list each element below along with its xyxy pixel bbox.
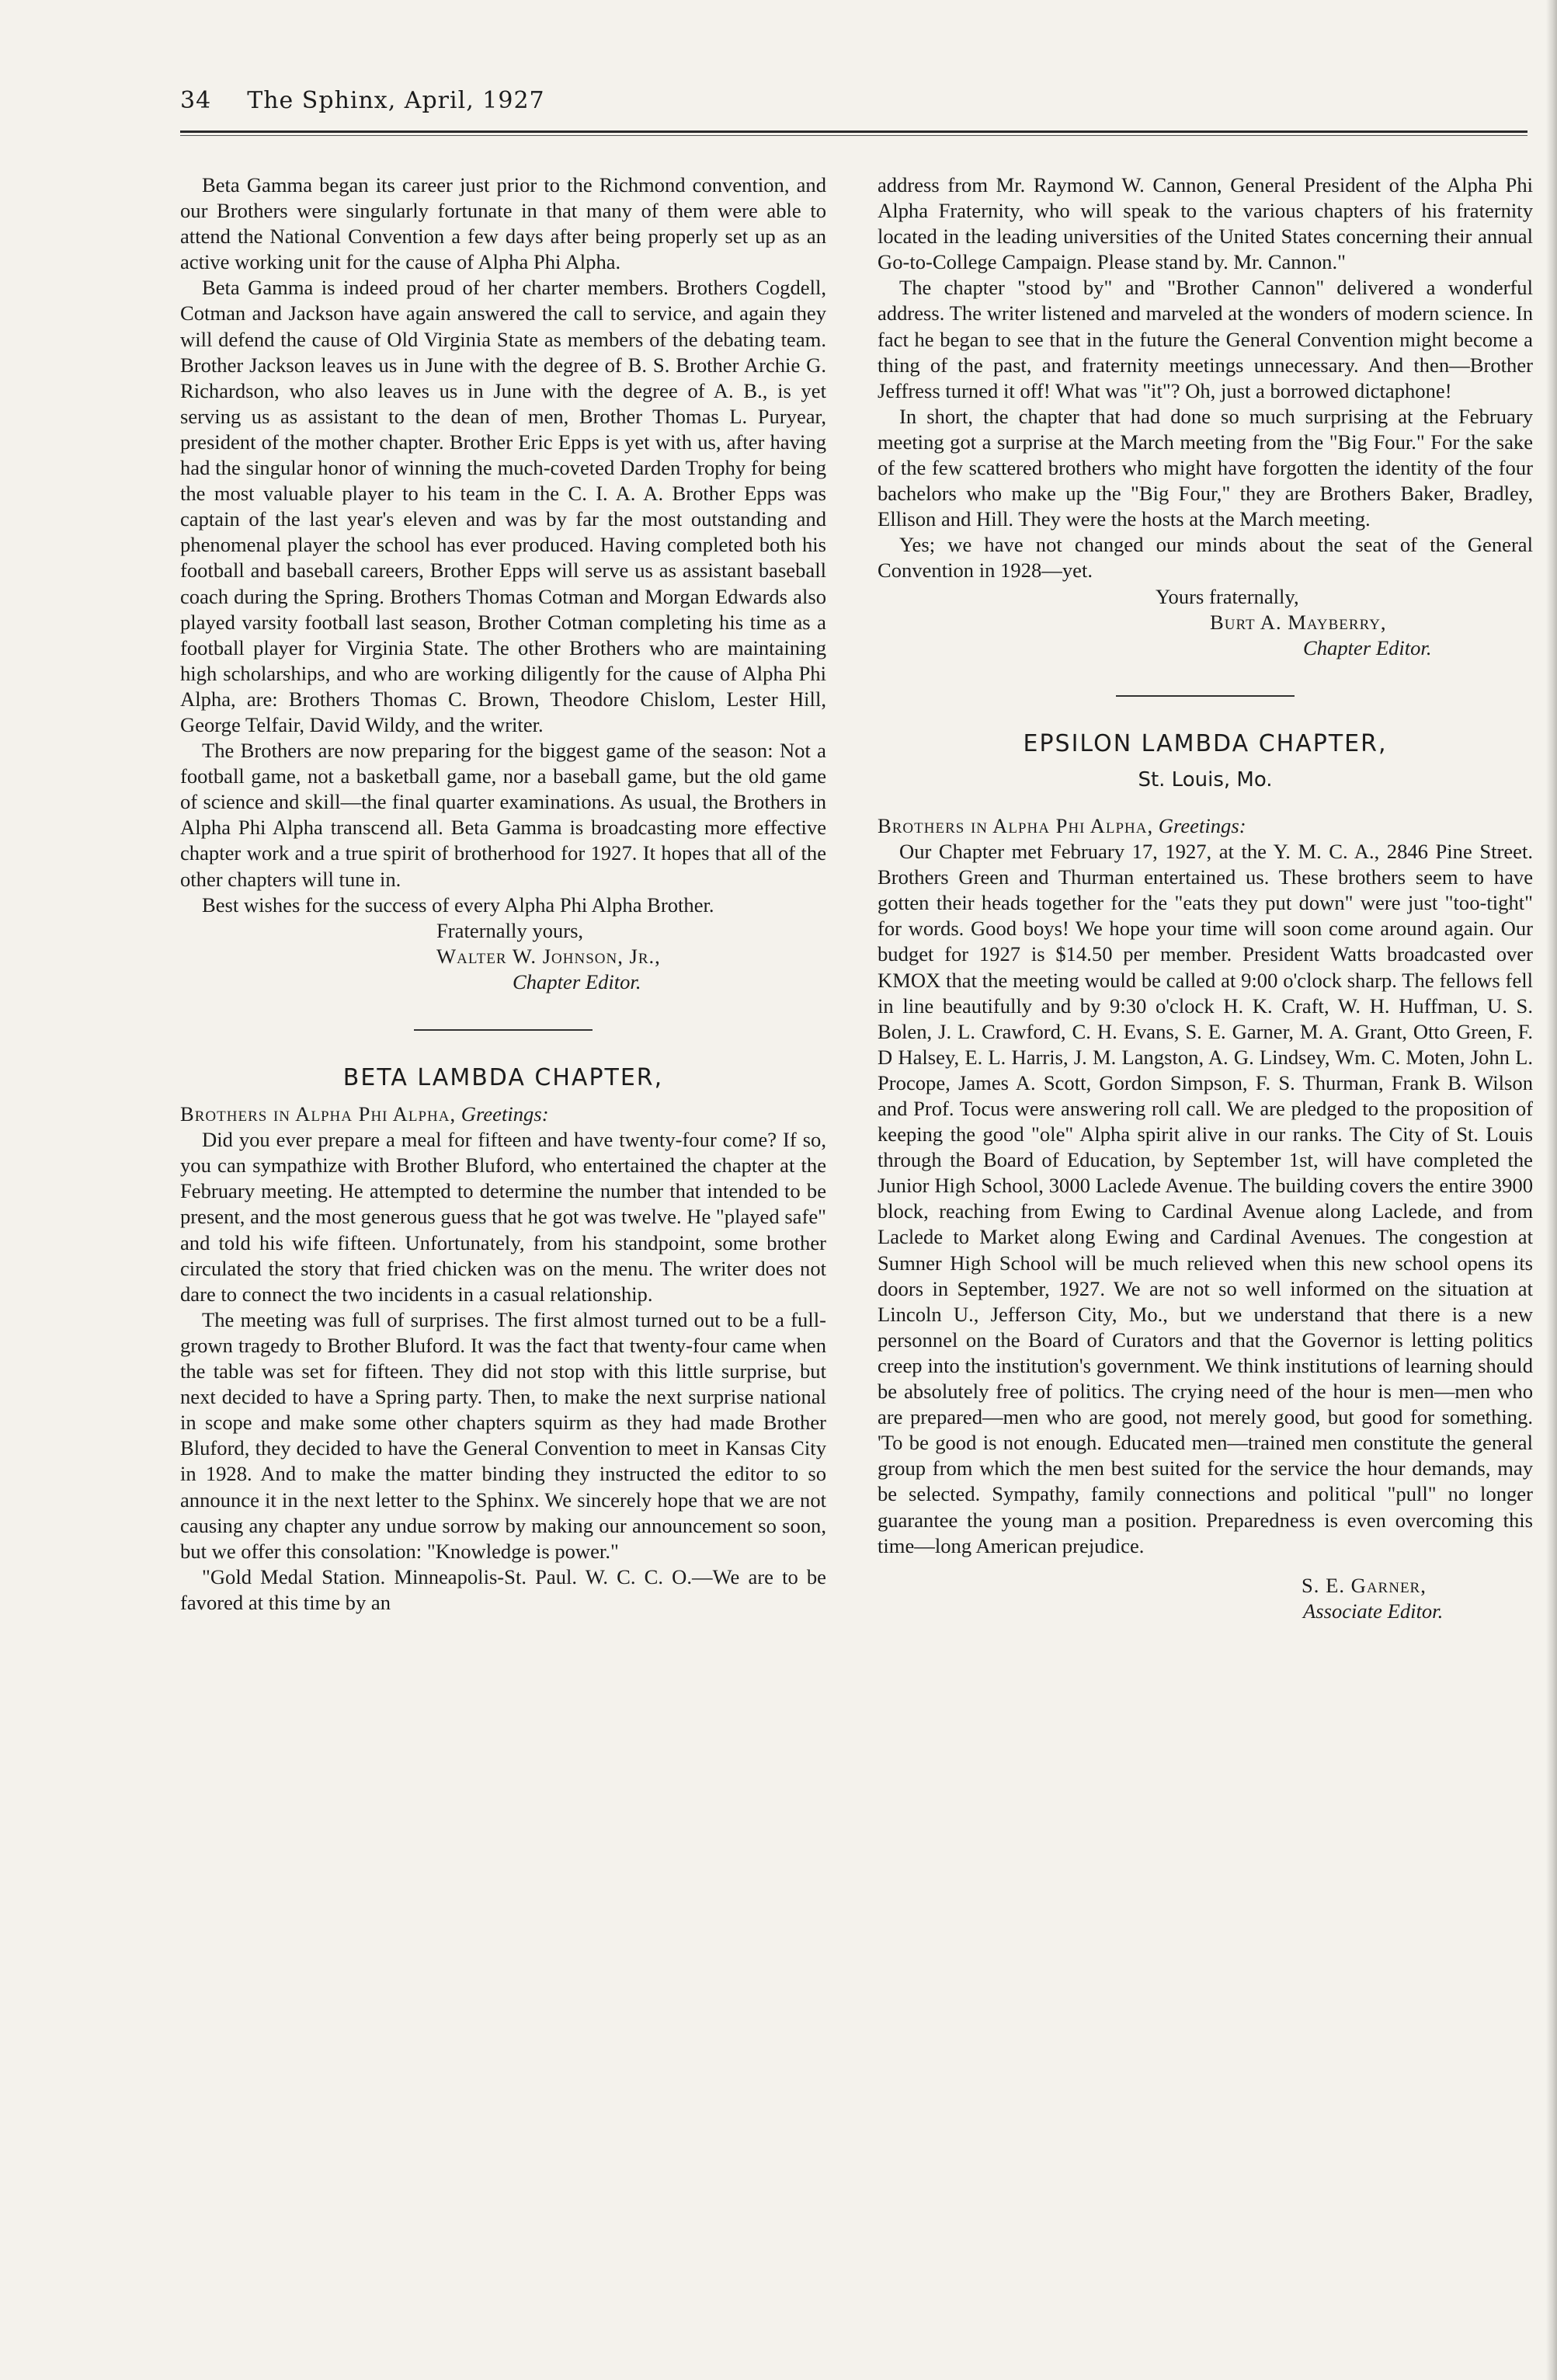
beta-gamma-signoff: Fraternally yours, bbox=[436, 918, 584, 942]
right-column bbox=[878, 172, 1533, 1624]
running-header bbox=[180, 87, 545, 114]
beta-lambda-continued-paragraph-4: Yes; we have not changed our minds about the seat of the General Convention in 1928—yet. bbox=[878, 533, 1533, 583]
page-edge-shadow bbox=[1546, 0, 1557, 2380]
epsilon-lambda-greeting: Greetings: bbox=[1158, 813, 1246, 837]
beta-gamma-paragraph-2: Beta Gamma is indeed proud of her charter members. Brothers Cogdell, Cotman and Jackson have again answered the call to service, and again they will defend the cause of Old Virginia State as members of the debating team. Brother Jackson leaves us in June with the degree of B. S. Brother Archie G. Richardson, who also leaves us in June with the degree of A. B., is yet serving us as assistant to the dean of men, Brother Thomas L. Puryear, president of the mother chapter. Brother Eric Epps is yet with us, after having had the singular honor of winning the much-coveted Darden Trophy for being the most valuable player to his team in the C. I. A. A. Brother Epps was captain of the last year's eleven and was by far the most outstanding and phenomenal player the school has ever produced. Having completed both his football and baseball careers, Brother Epps will serve us as assistant baseball coach during the Spring. Brothers Thomas Cotman and Morgan Edwards also played varsity football last season, Brother Cotman completing his time as a football player for Virginia State. The other Brothers who are maintaining high scholarships, and who are working diligently for the cause of Alpha Phi Alpha, are: Brothers Thomas C. Brown, Theodore Chislom, Lester Hill, George Telfair, David Wildy, and the writer. bbox=[180, 276, 826, 736]
beta-lambda-continued-paragraph-1: address from Mr. Raymond W. Cannon, General President of the Alpha Phi Alpha Fraternity, who will speak to the various chapters of his fraternity located in the leading universities of the United States concerning their annual Go-to-College Campaign. Please stand by. Mr. Cannon." bbox=[878, 173, 1533, 274]
beta-lambda-signer-title: Chapter Editor. bbox=[1303, 635, 1432, 659]
beta-lambda-continued-paragraph-2: The chapter "stood by" and "Brother Cannon" delivered a wonderful address. The writer listened and marveled at the wonders of modern science. In fact he began to see that in the future the General Convention might become a thing of the past, and fraternity meetings unnecessary. And then—Brother Jeffress turned it off! What was "it"? Oh, just a borrowed dictaphone! bbox=[878, 276, 1533, 402]
running-title: The Sphinx, April, 1927 bbox=[247, 87, 545, 114]
beta-lambda-paragraph-2: The meeting was full of surprises. The first almost turned out to be a full-grown tragedy to Brother Bluford. It was the fact that twenty-four came when the table was set for fifteen. They did not stop with this little surprise, but next decided to have a Spring party. Then, to make the next surprise national in scope and make some other chapters squirm as they had made Brother Bluford, they decided to have the General Convention to meet in Kansas City in 1928. And to make the matter binding they instructed the editor to so announce it in the next letter to the Sphinx. We sincerely hope that we are not causing any chapter any undue sorrow by making our announcement so soon, but we offer this consolation: "Knowledge is power." bbox=[180, 1307, 826, 1563]
beta-lambda-signer: Burt A. Mayberry, bbox=[1210, 610, 1387, 634]
epsilon-lambda-heading: EPSILON LAMBDA CHAPTER, bbox=[1023, 729, 1388, 757]
beta-lambda-heading: BETA LAMBDA CHAPTER, bbox=[342, 1064, 664, 1091]
epsilon-lambda-location: St. Louis, Mo. bbox=[1138, 767, 1273, 792]
beta-lambda-greeting: Greetings: bbox=[460, 1102, 549, 1126]
beta-lambda-continued-paragraph-3: In short, the chapter that had done so much surprising at the February meeting got a surprise at the March meeting from the "Big Four." For the sake of the few scattered brothers who might have forgotten the identity of the four bachelors who make up the "Big Four," they are Brothers Baker, Bradley, Ellison and Hill. They were the hosts at the March meeting. bbox=[878, 404, 1533, 531]
beta-lambda-salutation: Brothers in Alpha Phi Alpha, bbox=[180, 1102, 457, 1126]
beta-lambda-signoff: Yours fraternally, bbox=[1156, 584, 1299, 608]
beta-gamma-signer: Walter W. Johnson, Jr., bbox=[436, 944, 661, 968]
epsilon-lambda-paragraph-1: Our Chapter met February 17, 1927, at the Y. M. C. A., 2846 Pine Street. Brothers Green and Thurman entertained us. These brothers seem to have gotten their heads together for the "eats they put down" were just "too-tight" for words. Good boys! We hope your time will soon come around again. Our budget for 1927 is $14.50 per member. President Watts broadcasted over KMOX that the meeting would be called at 9:00 o'clock sharp. The fellows fell in line beautifully and by 9:30 o'clock H. K. Craft, W. H. Huffman, U. S. Bolen, J. L. Crawford, C. H. Evans, S. E. Garner, M. A. Grant, Otto Green, F. D Halsey, E. L. Harris, J. M. Langston, A. G. Lindsey, Wm. C. Moten, John L. Procope, James A. Scott, Gordon Simpson, F. S. Thurman, Frank B. Wilson and Prof. Tocus were answering roll call. We are pledged to the proposition of keeping the good "ole" Alpha spirit alive in our ranks. The City of St. Louis through the Board of Education, by September 1st, will have completed the Junior High School, 3000 Laclede Avenue. The building covers the entire 3900 block, reaching from Ewing to Cardinal Avenue along Laclede, and from Laclede to Market along Ewing and Cardinal Avenues. The congestion at Sumner High School will be much relieved when this new school opens its doors in September, 1927. We are not so well informed on the situation at Lincoln U., Jefferson City, Mo., but we understand that there is a new personnel on the Board of Curators and that the Governor is letting politics creep into the institution's government. We think institutions of learning should be absolutely free of politics. The crying need of the hour is men—men who are prepared—men who are good, not merely good, but good for something. 'To be good is not enough. Educated men—trained men constitute the general group from which the men best suited for the service the hour demands, may be selected. Sympathy, family connections and political "pull" no longer guarantee the young man a position. Preparedness is even overcoming this time—long American prejudice. bbox=[878, 840, 1533, 1557]
epsilon-lambda-salutation: Brothers in Alpha Phi Alpha, bbox=[878, 813, 1154, 837]
epsilon-lambda-salutation-line bbox=[878, 813, 1533, 839]
epsilon-lambda-signer: S. E. Garner, bbox=[1302, 1573, 1427, 1597]
beta-gamma-paragraph-4: Best wishes for the success of every Alpha Phi Alpha Brother. bbox=[202, 893, 714, 917]
beta-gamma-paragraph-3: The Brothers are now preparing for the biggest game of the season: Not a football game, not a basketball game, nor a baseball game, but the old game of science and skill—the final quarter examinations. As usual, the Brothers in Alpha Phi Alpha transcend all. Beta Gamma is broadcasting more effective chapter work and a true spirit of brotherhood for 1927. It hopes that all of the other chapters will tune in. bbox=[180, 739, 826, 891]
page-number: 34 bbox=[180, 87, 212, 114]
beta-lambda-salutation-line bbox=[180, 1101, 826, 1127]
header-rule-thin bbox=[180, 135, 1527, 136]
beta-lambda-paragraph-3: "Gold Medal Station. Minneapolis-St. Paul. W. C. C. O.—We are to be favored at this time by an bbox=[180, 1564, 826, 1614]
section-divider bbox=[414, 1029, 593, 1031]
beta-lambda-paragraph-1: Did you ever prepare a meal for fifteen and have twenty-four come? If so, you can sympathize with Brother Bluford, who entertained the chapter at the February meeting. He attempted to determine the number that intended to be present, and the most generous guess that he got was twelve. He "played safe" and told his wife fifteen. Unfortunately, from his standpoint, some brother circulated the story that fried chicken was on the menu. The writer does not dare to connect the two incidents in a casual relationship. bbox=[180, 1128, 826, 1306]
left-column bbox=[180, 172, 826, 1616]
epsilon-lambda-signer-title: Associate Editor. bbox=[1303, 1599, 1444, 1623]
beta-gamma-signer-title: Chapter Editor. bbox=[513, 969, 641, 993]
section-divider bbox=[1116, 695, 1295, 697]
header-rule bbox=[180, 130, 1527, 133]
beta-gamma-paragraph-1: Beta Gamma began its career just prior to the Richmond convention, and our Brothers were singularly fortunate in that many of them were able to attend the National Convention a few days after being properly set up as an active working unit for the cause of Alpha Phi Alpha. bbox=[180, 173, 826, 274]
